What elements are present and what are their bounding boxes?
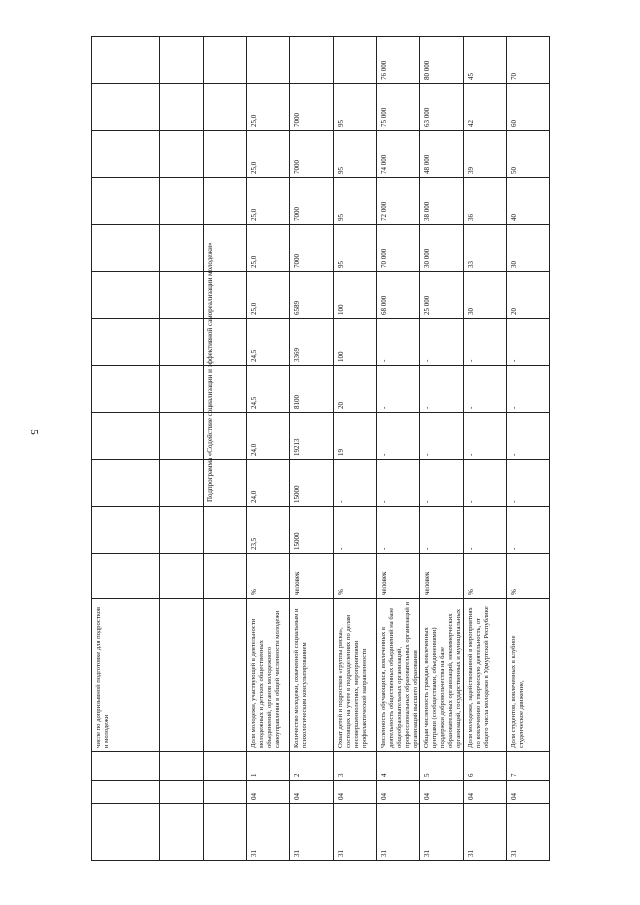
value-cell: 33 — [466, 261, 475, 268]
subprogram-title: Подпрограмма «Содействие социализации и эффективной самореализации молодежи» — [205, 242, 214, 502]
value-cell: 30 000 — [423, 248, 432, 268]
subprogram-code: 04 — [250, 793, 259, 800]
value-cell: 95 — [336, 167, 345, 174]
value-cell: 24,5 — [250, 396, 259, 409]
value-cell: 25 000 — [423, 295, 432, 315]
indicator-number: 7 — [510, 773, 519, 777]
value-cell: - — [510, 500, 519, 503]
value-cell: 42 — [466, 120, 475, 127]
value-cell: - — [336, 500, 345, 503]
value-cell: 23,5 — [250, 537, 259, 550]
value-cell: 95 — [336, 214, 345, 221]
value-cell: 7000 — [293, 113, 302, 127]
value-cell: 19213 — [293, 438, 302, 456]
program-code: 31 — [466, 850, 475, 857]
value-cell: 24,0 — [250, 443, 259, 456]
subprogram-code: 04 — [510, 793, 519, 800]
subprogram-code: 04 — [380, 793, 389, 800]
indicator-number: 5 — [423, 773, 432, 777]
value-cell: - — [380, 359, 389, 362]
value-cell: 36 — [466, 214, 475, 221]
value-cell: - — [423, 453, 432, 456]
value-cell: - — [466, 500, 475, 503]
program-code: 31 — [380, 850, 389, 857]
program-code: 31 — [293, 850, 302, 857]
unit-cell: % — [336, 589, 345, 595]
value-cell: - — [423, 406, 432, 409]
indicators-table — [91, 36, 640, 861]
value-cell: 24,5 — [250, 349, 259, 362]
value-cell: 25,0 — [250, 114, 259, 127]
indicator-label: Доля молодежи, задействованной в мероприятиях по вовлечению в творческую деятельность, от общего числа молодежи в Удмуртской Республике — [466, 606, 490, 748]
value-cell: - — [336, 547, 345, 550]
value-cell: - — [510, 406, 519, 409]
unit-cell: % — [466, 589, 475, 595]
value-cell: - — [466, 547, 475, 550]
value-cell: - — [380, 547, 389, 550]
subprogram-code: 04 — [336, 793, 345, 800]
value-cell: 63 000 — [423, 107, 432, 127]
value-cell: - — [466, 406, 475, 409]
value-cell: 20 — [510, 308, 519, 315]
indicator-label: Доля студентов, вовлеченных в клубное студенческое движение, — [510, 635, 526, 748]
unit-cell: человек — [423, 571, 432, 595]
value-cell: 7000 — [293, 254, 302, 268]
value-cell: - — [510, 453, 519, 456]
value-cell: 80 000 — [423, 60, 432, 80]
value-cell: 70 — [510, 73, 519, 80]
subprogram-code: 04 — [423, 793, 432, 800]
value-cell: 39 — [466, 167, 475, 174]
value-cell: 48 000 — [423, 154, 432, 174]
value-cell: 60 — [510, 120, 519, 127]
value-cell: 6589 — [293, 301, 302, 315]
program-code: 31 — [423, 850, 432, 857]
indicator-label: Доля молодежи, участвующей в деятельности молодежных и детских общественных объединений, органов молодежного самоуправления в общей численности молодежи — [250, 610, 282, 748]
value-cell: - — [423, 500, 432, 503]
value-cell: 8100 — [293, 395, 302, 409]
value-cell: - — [380, 500, 389, 503]
unit-cell: % — [510, 589, 519, 595]
value-cell: - — [423, 547, 432, 550]
value-cell: 25,0 — [250, 161, 259, 174]
indicator-label: Общая численность граждан, вовлеченных центрами (сообществами, объединениями) поддержки добровольчества на базе образовательных организаций, некоммерческих организаций, государственных и муниципальных — [423, 608, 463, 748]
value-cell: 72 000 — [380, 201, 389, 221]
indicator-number: 1 — [250, 773, 259, 777]
indicator-label: Численность обучающихся, вовлеченных в деятельность общественных объединений на базе общеобразовательных организаций, профессиональных образовательных организаций и организаций высшего образования — [380, 602, 420, 748]
value-cell: 45 — [466, 73, 475, 80]
subprogram-code: 04 — [466, 793, 475, 800]
value-cell: - — [466, 453, 475, 456]
value-cell: 95 — [336, 261, 345, 268]
value-cell: - — [380, 406, 389, 409]
value-cell: 30 — [510, 261, 519, 268]
value-cell: 30 — [466, 308, 475, 315]
value-cell: 25,0 — [250, 208, 259, 221]
unit-cell: человек — [293, 571, 302, 595]
value-cell: 38 000 — [423, 201, 432, 221]
value-cell: 95 — [336, 120, 345, 127]
indicator-label: Количество молодежи, охваченной социальным и психологическим консультированием — [293, 608, 309, 748]
value-cell: - — [510, 547, 519, 550]
value-cell: 76 000 — [380, 60, 389, 80]
value-cell: 3369 — [293, 348, 302, 362]
header-text: числе по допризывной подготовке для подростков и молодежи — [95, 607, 110, 748]
indicator-number: 6 — [466, 773, 475, 777]
value-cell: - — [510, 359, 519, 362]
value-cell: 40 — [510, 214, 519, 221]
value-cell: - — [466, 359, 475, 362]
value-cell: 75 000 — [380, 107, 389, 127]
program-code: 31 — [510, 850, 519, 857]
value-cell: 100 — [336, 304, 345, 315]
value-cell: 68 000 — [380, 295, 389, 315]
value-cell: 50 — [510, 167, 519, 174]
value-cell: 25,0 — [250, 302, 259, 315]
value-cell: 100 — [336, 351, 345, 362]
page-number: 5 — [28, 429, 40, 435]
value-cell: 7000 — [293, 207, 302, 221]
program-code: 31 — [250, 850, 259, 857]
value-cell: 74 000 — [380, 154, 389, 174]
value-cell: 15000 — [293, 485, 302, 503]
value-cell: - — [423, 359, 432, 362]
subprogram-code: 04 — [293, 793, 302, 800]
program-code: 31 — [336, 850, 345, 857]
unit-cell: человек — [380, 571, 389, 595]
value-cell: 15000 — [293, 532, 302, 550]
unit-cell: % — [250, 589, 259, 595]
value-cell: 19 — [336, 449, 345, 456]
value-cell: 70 000 — [380, 248, 389, 268]
value-cell: 20 — [336, 402, 345, 409]
value-cell: 25,0 — [250, 255, 259, 268]
value-cell: 7000 — [293, 160, 302, 174]
indicator-number: 3 — [336, 773, 345, 777]
value-cell: - — [380, 453, 389, 456]
indicator-number: 4 — [380, 773, 389, 777]
indicator-label: Охват детей и подростков «группы риска», состоящих на учете в подразделениях по делам несовершеннолетних, мероприятиями профилактической направленности — [336, 614, 368, 748]
indicator-number: 2 — [293, 773, 302, 777]
value-cell: 24,0 — [250, 490, 259, 503]
